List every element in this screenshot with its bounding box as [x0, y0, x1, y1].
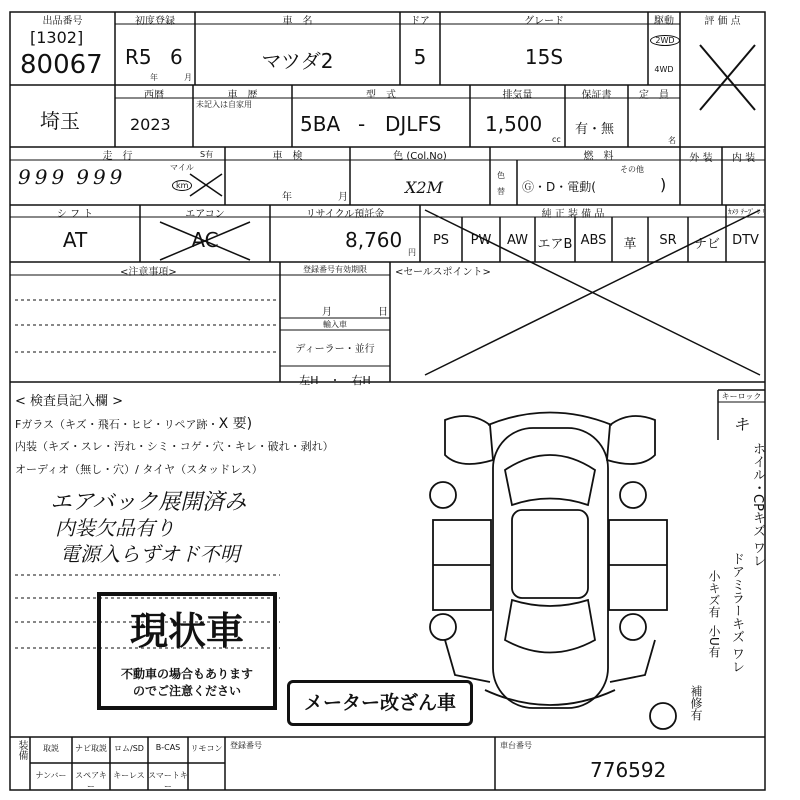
model-code: DJLFS: [385, 112, 442, 136]
rating-label: 評 価 点: [704, 16, 741, 27]
stamp-line1: 不動車の場合もあります: [120, 667, 253, 681]
key-lock-mark: キ: [733, 415, 750, 434]
drive-4wd: 4WD: [654, 65, 674, 74]
reg-month: 月: [322, 307, 332, 318]
footer-item-number: ナンバー: [35, 771, 67, 780]
ac-label: エアコン: [185, 209, 225, 220]
handle-side: 左H ・ 右H: [299, 374, 371, 387]
first-reg-month: 6: [170, 45, 183, 69]
fuel-label: 燃 料: [583, 151, 614, 162]
model-label: 型 式: [366, 90, 396, 101]
displacement: 1,500: [485, 112, 543, 136]
lot-label: 出品番号: [42, 16, 83, 27]
footer-item-navi-manual: ナビ取説: [75, 744, 107, 753]
handwritten-note-2: 内装欠品有り: [55, 516, 175, 540]
warranty-label: 保証書: [581, 90, 612, 101]
first-reg-label: 初度登録: [135, 16, 175, 27]
footer-item-keyless: キーレス: [113, 771, 145, 780]
history-label: 車 歴: [227, 90, 258, 101]
grade-label: グレード: [524, 16, 564, 27]
chassis-label: 車台番号: [500, 741, 532, 750]
inspection-month: 月: [338, 192, 348, 203]
equipment-dtv: DTV: [732, 233, 759, 248]
color-change-2: 替: [497, 187, 505, 196]
sales-label: <セールスポイント>: [395, 267, 491, 278]
stamp-line2: のでご注意ください: [132, 684, 241, 698]
car-name-label: 車 名: [282, 16, 313, 27]
legend-small-dent: 小U有: [707, 625, 721, 658]
footer-item-bcas: B-CAS: [155, 743, 181, 752]
history-note: 未記入は自家用: [196, 100, 252, 109]
capacity-label: 定 員: [639, 90, 669, 101]
mileage-digit: 9: [34, 165, 48, 189]
equipment-navi: ナビ: [693, 237, 720, 252]
door-label: ドア: [410, 16, 430, 27]
ac-value: AC: [191, 228, 219, 252]
inspector-line2: 内装（キズ・スレ・汚れ・シミ・コゲ・穴・キレ・破れ・剥れ）: [15, 440, 334, 453]
import-label: 輸入車: [323, 320, 347, 329]
footer-side-label: 装備: [16, 740, 27, 760]
key-lock-label: キーロック: [721, 392, 762, 401]
lot-bracket: [1302]: [30, 28, 84, 47]
inspector-line1: [15, 413, 252, 433]
inspector-line1-text: Fガラス（キズ・飛石・ヒビ・リペア跡・: [15, 418, 219, 431]
person-unit: 名: [668, 136, 676, 145]
meter-label: S有: [200, 150, 214, 159]
reg-expiry-label: 登録番号有効期限: [303, 265, 367, 274]
fuel-options: Ⓖ・D・電動(: [522, 180, 596, 194]
recycle-label: リサイクル預託金: [305, 209, 385, 220]
drive-2wd: 2WD: [650, 35, 680, 46]
color-change-1: 色: [497, 171, 505, 180]
shift-label: シ フ ト: [56, 209, 94, 220]
footer-item-remote: リモコン: [190, 744, 223, 753]
grade: 15S: [524, 45, 564, 69]
equipment-label: 純 正 装 備 品: [541, 209, 605, 220]
western-year: 2023: [130, 115, 171, 134]
mileage-unit-mile: マイル: [170, 163, 194, 172]
yen-unit: 円: [408, 248, 416, 257]
tv-label: ｶﾒﾗ ﾃｰﾌﾟ ﾚ ﾘ: [728, 208, 767, 216]
stamp-title: 現状車: [129, 609, 244, 653]
exterior-label: 外 装: [689, 153, 713, 164]
notes-label: <注意事項>: [120, 267, 177, 278]
inspector-line1-mark: X 要): [218, 416, 253, 432]
recycle-value: 8,760: [345, 228, 403, 252]
mileage-unit-km: km: [172, 180, 192, 191]
footer-item-smart-key: スマートキー: [148, 771, 188, 791]
legend-small-scratch: 小キズ有: [707, 570, 721, 618]
equipment-pw: PW: [470, 233, 492, 248]
meter-tampered-stamp: メーター改ざん車: [287, 680, 473, 726]
color-value: X2M: [405, 178, 443, 197]
car-name: マツダ2: [261, 49, 334, 73]
equipment-ps: PS: [432, 233, 450, 248]
mileage-label: 走 行: [102, 151, 133, 162]
inspector-line3: オーディオ（無し・穴）/ タイヤ（スタッドレス）: [15, 463, 263, 476]
legend-repair: 補修有: [689, 685, 703, 721]
drive-label: 駆動: [654, 16, 674, 27]
footer-item-rom-sd: ロム/SD: [114, 744, 144, 753]
inspection-year: 年: [282, 192, 292, 203]
mileage-digit: 9: [18, 165, 31, 189]
warranty-value: 有・無: [575, 122, 615, 137]
current-condition-stamp: [97, 592, 277, 710]
dealer-parallel: ディーラー・並行: [295, 344, 375, 355]
year-unit: 年: [150, 73, 158, 82]
reg-day: 日: [378, 307, 388, 318]
shift-value: AT: [62, 228, 88, 252]
mileage-digit: 9: [51, 165, 65, 189]
inspector-title: < 検査員記入欄 >: [15, 394, 124, 409]
legend-door-mirror: ドアミラーキズ ワレ: [729, 552, 744, 674]
inspection-label: 車 検: [272, 151, 303, 162]
equipment-airbag: エアB: [537, 237, 573, 252]
month-unit: 月: [184, 73, 192, 82]
mileage-digit: 9: [109, 165, 123, 189]
handwritten-note-3: 電源入らずオド不明: [60, 542, 240, 566]
mileage-digits: [18, 165, 122, 189]
footer-item-spare-key: スペアキー: [75, 771, 107, 791]
legend-wheel-cp: ホイル・CPキズ ワレ: [750, 442, 765, 568]
cc-unit: cc: [552, 135, 561, 144]
equipment-sr: SR: [659, 233, 677, 248]
chassis-number: 776592: [590, 758, 667, 782]
color-label: 色 (Col.No): [393, 151, 447, 162]
doors: 5: [413, 45, 427, 69]
model-dash: -: [358, 112, 366, 136]
handwritten-note-1: エアバック展開済み: [50, 490, 247, 515]
fuel-other: その他: [620, 165, 644, 174]
equipment-abs: ABS: [580, 233, 607, 248]
equipment-aw: AW: [506, 233, 529, 248]
reg-number-label: 登録番号: [230, 741, 262, 750]
fuel-close: ): [660, 175, 667, 194]
displacement-label: 排気量: [502, 90, 533, 101]
interior-label: 内 装: [731, 153, 756, 164]
footer-item-manual: 取説: [43, 744, 59, 753]
first-reg-era: R5: [125, 45, 152, 69]
mileage-digit: 9: [76, 165, 89, 189]
region: 埼玉: [40, 109, 80, 133]
mileage-digit: 9: [92, 165, 106, 189]
model-prefix: 5BA: [300, 112, 341, 136]
western-label: 西暦: [144, 90, 164, 101]
equipment-leather: 革: [623, 237, 637, 252]
lot-number: 80067: [20, 50, 103, 80]
